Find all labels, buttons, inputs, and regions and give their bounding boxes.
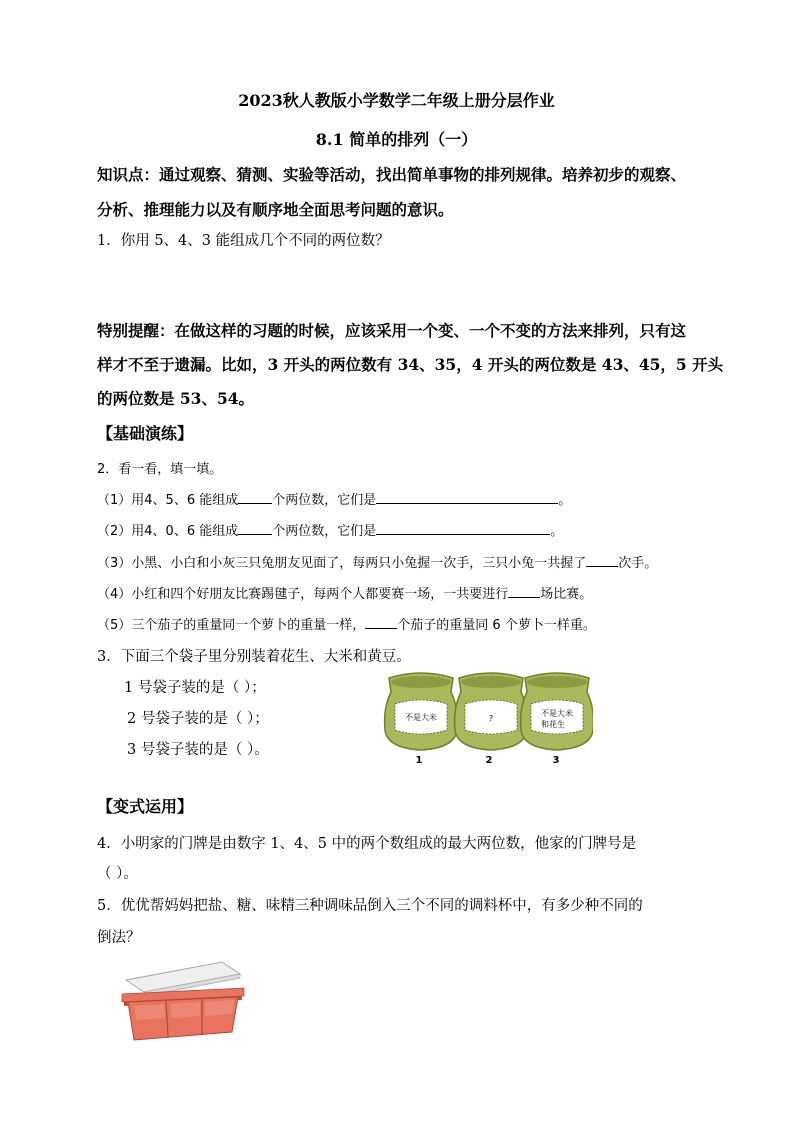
question-3-answer-1: 1 号袋子装的是（ ）；: [124, 680, 266, 696]
question-2-item-5: （5）三个茄子的重量同一个萝卜的重量一样， 个茄子的重量同 6 个萝卜一样重。: [97, 614, 596, 633]
question-3-answer-3: 3 号袋子装的是（ ）。: [127, 742, 269, 758]
sack-1: [385, 673, 458, 750]
question-4-line-1: 4．小明家的门牌是由数字 1、4、5 中的两个数组成的最大两位数，他家的门牌号是: [97, 836, 637, 852]
question-2-item-2: （2）用4、0、6 能组成 个两位数，它们是 。: [97, 520, 563, 539]
knowledge-line-2: 分析、推理能力以及有顺序地全面思考问题的意识。: [97, 200, 454, 219]
answer-blank[interactable]: [586, 552, 618, 567]
question-2-stem: 2．看一看，填一填。: [97, 462, 223, 477]
question-3-answer-2: 2 号袋子装的是（ ）；: [127, 711, 269, 727]
answer-blank[interactable]: [508, 583, 540, 598]
section-basic: 【基础演练】: [97, 424, 194, 443]
sack-3-number: 3: [552, 755, 560, 766]
answer-blank[interactable]: [376, 520, 550, 535]
question-5-line-2: 倒法？: [97, 930, 141, 946]
section-variant: 【变式运用】: [97, 797, 194, 816]
sack-1-number: 1: [415, 755, 423, 766]
knowledge-line-1: 知识点：通过观察、猜测、实验等活动，找出简单事物的排列规律。培养初步的观察、: [97, 165, 687, 184]
sack-3-label-line-1: 不是大米: [541, 709, 573, 718]
sack-2: [455, 673, 528, 750]
sack-2-number: 2: [485, 755, 493, 766]
sack-3-label-line-2: 和花生: [541, 720, 565, 729]
sack-1-label: 不是大米: [405, 713, 437, 722]
question-2-item-4: （4）小红和四个好朋友比赛踢毽子，每两个人都要赛一场，一共要进行 场比赛。: [97, 583, 592, 602]
tip-line-3: 的两位数是 53、54。: [97, 389, 255, 408]
question-2-item-3: （3）小黑、小白和小灰三只兔朋友见面了，每两只小兔握一次手，三只小兔一共握了 次手。: [97, 552, 657, 571]
page-subtitle: 8.1 简单的排列（一）: [315, 130, 478, 149]
sack-2-label: ?: [488, 714, 494, 723]
question-2-item-1: （1）用4、5、6 能组成 个两位数，它们是 。: [97, 489, 571, 508]
answer-blank[interactable]: [365, 614, 397, 629]
answer-blank[interactable]: [376, 489, 558, 504]
tip-line-1: 特别提醒：在做这样的习题的时候，应该采用一个变、一个不变的方法来排列，只有这: [97, 321, 687, 340]
question-4-line-2: （ ）。: [97, 866, 138, 882]
seasoning-box-illustration: [118, 960, 252, 1046]
question-5-line-1: 5．优优帮妈妈把盐、糖、味精三种调味品倒入三个不同的调料杯中，有多少种不同的: [97, 898, 643, 914]
tip-line-2: 样才不至于遗漏。比如，3 开头的两位数有 34、35，4 开头的两位数是 43、45，5 开头: [97, 355, 724, 374]
answer-blank[interactable]: [238, 520, 272, 535]
page-title: 2023秋人教版小学数学二年级上册分层作业: [238, 91, 555, 110]
answer-blank[interactable]: [238, 489, 272, 504]
question-3-stem: 3．下面三个袋子里分别装着花生、大米和黄豆。: [97, 649, 411, 665]
question-1: 1．你用 5、4、3 能组成几个不同的两位数？: [97, 233, 390, 249]
sacks-illustration: [383, 668, 593, 766]
